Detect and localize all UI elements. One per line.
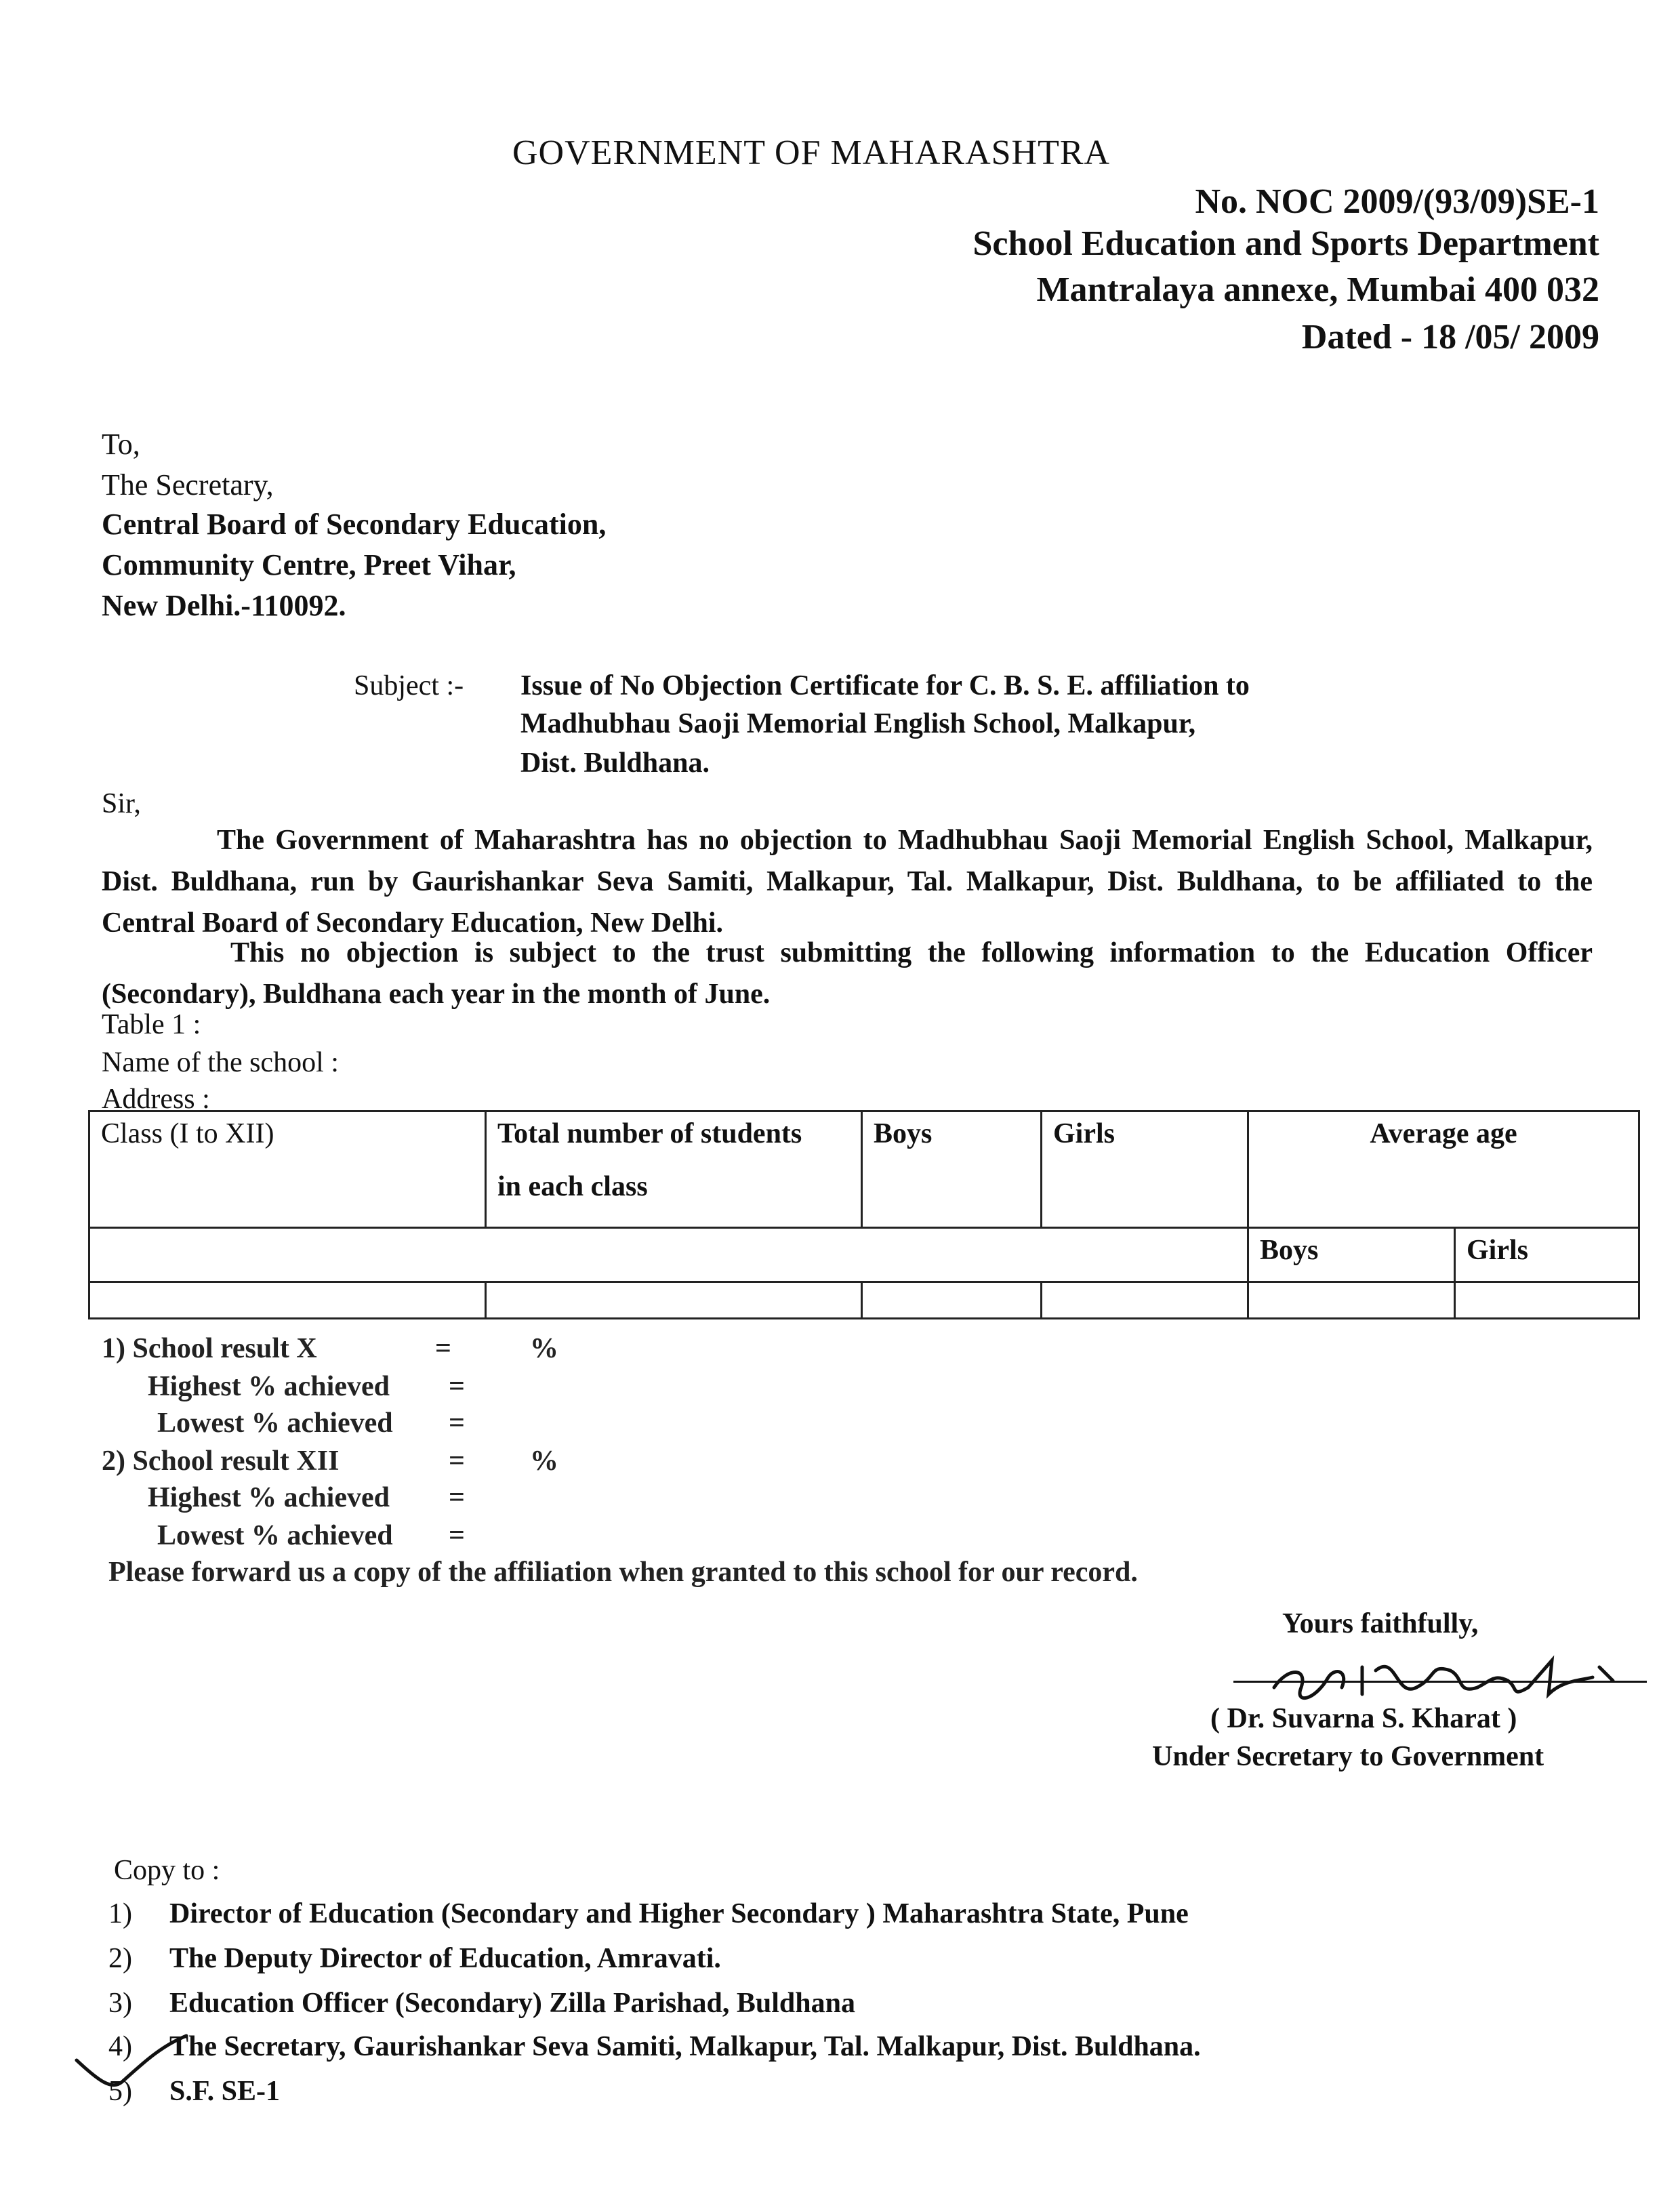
result-xii-lowest-label: Lowest % achieved <box>157 1520 393 1551</box>
table-cell <box>89 1282 486 1319</box>
to-label: To, <box>102 428 140 461</box>
school-information-table <box>88 1110 1640 1319</box>
result-x-lowest-label: Lowest % achieved <box>157 1408 393 1439</box>
result-xii-equals: = <box>449 1446 465 1477</box>
letter-date: Dated - 18 /05/ 2009 <box>1301 318 1599 356</box>
header-total-students <box>486 1111 862 1228</box>
check-mark-icon <box>71 2033 193 2094</box>
copy-to-heading: Copy to : <box>114 1855 220 1886</box>
header-total-students-line-2: in each class <box>497 1171 648 1202</box>
header-average-age: Average age <box>1248 1111 1639 1228</box>
school-name-label: Name of the school : <box>102 1047 339 1078</box>
copy-item-number: 5) <box>108 2076 132 2107</box>
copy-item-text: Education Officer (Secondary) Zilla Parishad, Buldhana <box>169 1988 855 2019</box>
header-boys: Boys <box>862 1111 1042 1228</box>
result-x-highest-label: Highest % achieved <box>148 1371 390 1402</box>
header-girls: Girls <box>1042 1111 1248 1228</box>
subject-line-3: Dist. Buldhana. <box>520 747 710 779</box>
signatory-designation: Under Secretary to Government <box>1152 1741 1544 1772</box>
result-x-lowest-equals: = <box>449 1408 465 1439</box>
recipient-line-1: The Secretary, <box>102 468 274 501</box>
result-xii-lowest-equals: = <box>449 1520 465 1551</box>
header-total-students-line-1: Total number of students <box>497 1118 802 1149</box>
copy-item-number: 3) <box>108 1988 132 2019</box>
header-class: Class (I to XII) <box>89 1111 486 1228</box>
paragraph-condition: This no objection is subject to the trust submitting the following information to the Education Officer (Secondary), Buldhana each year in the month of June. <box>102 937 1593 1010</box>
copy-item-number: 4) <box>108 2031 132 2062</box>
table-spacer-cell <box>89 1228 1248 1282</box>
result-x-highest-equals: = <box>449 1371 465 1402</box>
address-label: Address : <box>102 1084 210 1115</box>
table-cell <box>862 1282 1042 1319</box>
department-address: Mantralaya annexe, Mumbai 400 032 <box>1036 270 1599 309</box>
recipient-line-2: Central Board of Secondary Education, <box>102 508 607 541</box>
result-x-label: 1) School result X <box>102 1333 317 1364</box>
signature-underline <box>1233 1681 1647 1683</box>
signatory-name: ( Dr. Suvarna S. Kharat ) <box>1210 1703 1517 1734</box>
copy-item-text: Director of Education (Secondary and Higher Secondary ) Maharashtra State, Pune <box>169 1898 1189 1929</box>
copy-item-text: The Secretary, Gaurishankar Seva Samiti, Malkapur, Tal. Malkapur, Dist. Buldhana. <box>169 2031 1201 2062</box>
subheader-girls: Girls <box>1455 1228 1639 1282</box>
closing-yours-faithfully: Yours faithfully, <box>1282 1608 1479 1639</box>
subject-line-2: Madhubhau Saoji Memorial English School, Malkapur, <box>520 708 1196 739</box>
copy-item-text: The Deputy Director of Education, Amravati. <box>169 1943 721 1974</box>
salutation: Sir, <box>102 788 141 819</box>
government-heading: GOVERNMENT OF MAHARASHTRA <box>512 134 1111 172</box>
result-x-percent: % <box>530 1333 558 1364</box>
table-cell <box>1248 1282 1455 1319</box>
copy-item-text: S.F. SE-1 <box>169 2076 281 2107</box>
subheader-boys: Boys <box>1248 1228 1455 1282</box>
table-cell <box>1042 1282 1248 1319</box>
recipient-line-3: Community Centre, Preet Vihar, <box>102 548 516 581</box>
result-xii-percent: % <box>530 1446 558 1477</box>
reference-number: No. NOC 2009/(93/09)SE-1 <box>1195 182 1599 221</box>
result-xii-highest-equals: = <box>449 1482 465 1513</box>
copy-item-number: 2) <box>108 1943 132 1974</box>
subject-line-1: Issue of No Objection Certificate for C. B. S. E. affiliation to <box>520 670 1250 701</box>
recipient-line-4: New Delhi.-110092. <box>102 589 346 622</box>
table-cell <box>486 1282 862 1319</box>
result-x-equals: = <box>435 1333 451 1364</box>
department-name: School Education and Sports Department <box>972 224 1599 263</box>
signature-icon <box>1261 1640 1640 1708</box>
result-xii-highest-label: Highest % achieved <box>148 1482 390 1513</box>
paragraph-no-objection: The Government of Maharashtra has no objection to Madhubhau Saoji Memorial English School, Malkapur, Dist. Buldhana, run by Gaurishankar Seva Samiti, Malkapur, Tal. Malkapur, Dist. Buldhana, to be affiliated to the Central Board of Secondary Education, New Delhi. <box>102 825 1593 939</box>
result-xii-label: 2) School result XII <box>102 1446 340 1477</box>
copy-item-number: 1) <box>108 1898 132 1929</box>
table-cell <box>1455 1282 1639 1319</box>
forward-request: Please forward us a copy of the affiliation when granted to this school for our record. <box>108 1557 1138 1588</box>
table-label: Table 1 : <box>102 1009 201 1040</box>
subject-label: Subject :- <box>354 670 464 701</box>
